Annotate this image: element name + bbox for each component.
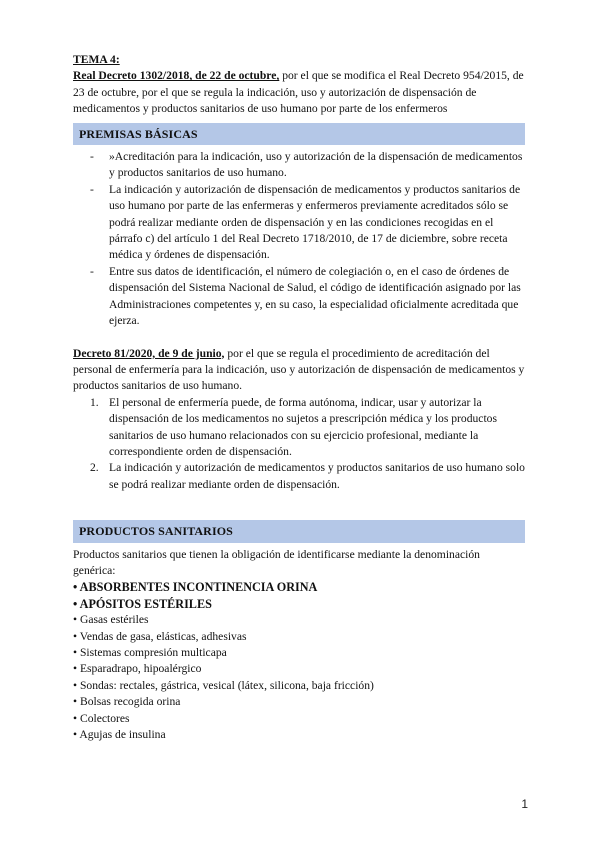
list-item-text: El personal de enfermería puede, de forma autónoma, indicar, usar y autorizar la dispensación de los medicamentos no sujetos a prescripción médica y los productos sanitarios de uso humano relacionados con su ejercicio profesional, mediante la correspondiente orden de dispensación. [109, 395, 497, 458]
bullet-item: • Sistemas compresión multicapa [73, 646, 227, 659]
list-item-text: La indicación y autorización de medicamentos y productos sanitarios de uso humano solo se podrá realizar mediante orden de dispensación. [109, 461, 525, 491]
list-item [73, 460, 525, 493]
bold-bullet-item: • ABSORBENTES INCONTINENCIA ORINA [73, 580, 318, 595]
intro-paragraph [73, 68, 525, 117]
premisas-heading: PREMISAS BÁSICAS [73, 123, 525, 145]
decreto-list [73, 395, 525, 493]
productos-heading: PRODUCTOS SANITARIOS [73, 520, 525, 542]
productos-intro: Productos sanitarios que tienen la obligación de identificarse mediante la denominación genérica: [73, 547, 480, 577]
decreto-text: por el que se regula el procedimiento de acreditación del personal de enfermería para la indicación, uso y autorización de dispensación de medicamentos y productos sanitarios de uso humano. [73, 346, 525, 393]
tema-title: TEMA 4: [73, 53, 120, 66]
bullet-item: • Vendas de gasa, elásticas, adhesivas [73, 629, 247, 643]
page-number: 1 [521, 797, 528, 811]
list-number: 1. [90, 395, 99, 409]
dash-marker: - [90, 150, 94, 164]
intro-reference: Real Decreto 1302/2018, de 22 de octubre, [73, 69, 280, 83]
dash-marker: - [90, 182, 94, 196]
list-item-text: La indicación y autorización de dispensación de medicamentos y productos sanitarios de uso humano por parte de las enfermeras y enfermeros previamente acreditados sólo se podrá realizar mediante orden de dispensación y en las condiciones recogidas en el párrafo c) del artículo 1 del Real Decreto 1718/2010, de 17 de diciembre, sobre receta médica y órdenes de dispensación. [109, 182, 521, 262]
decreto-paragraph [73, 346, 525, 395]
bullet-item: • Esparadrapo, hipoalérgico [73, 662, 202, 676]
decreto-reference: Decreto 81/2020, de 9 de junio, [73, 346, 225, 360]
list-item [73, 182, 525, 264]
intro-text: por el que se modifica el Real Decreto 954/2015, de 23 de octubre, por el que se regula la indicación, uso y autorización de dispensación de medicamentos y productos sanitarios de uso humano por parte de los enfermeros [73, 69, 524, 116]
document-page [73, 52, 525, 743]
list-item [73, 395, 525, 461]
bullet-item: • Colectores [73, 711, 130, 725]
bullet-item: • Agujas de insulina [73, 728, 166, 742]
dash-marker: - [90, 264, 94, 278]
bold-bullet-item: • APÓSITOS ESTÉRILES [73, 596, 212, 611]
list-item-text: »Acreditación para la indicación, uso y autorización de la dispensación de medicamentos y productos sanitarios de uso humano. [109, 150, 523, 180]
list-item [73, 149, 525, 182]
list-number: 2. [90, 461, 99, 475]
bullet-item: • Bolsas recogida orina [73, 695, 181, 709]
premisas-list [73, 149, 525, 329]
bullet-item: • Sondas: rectales, gástrica, vesical (látex, silicona, baja fricción) [73, 678, 374, 692]
list-item [73, 264, 525, 330]
list-item-text: Entre sus datos de identificación, el número de colegiación o, en el caso de órdenes de dispensación del Sistema Nacional de Salud, el código de identificación asignado por las Administraciones competentes y, en su caso, la especialidad oficialmente acreditada que ejerza. [109, 264, 521, 328]
bullet-item: • Gasas estériles [73, 613, 149, 627]
